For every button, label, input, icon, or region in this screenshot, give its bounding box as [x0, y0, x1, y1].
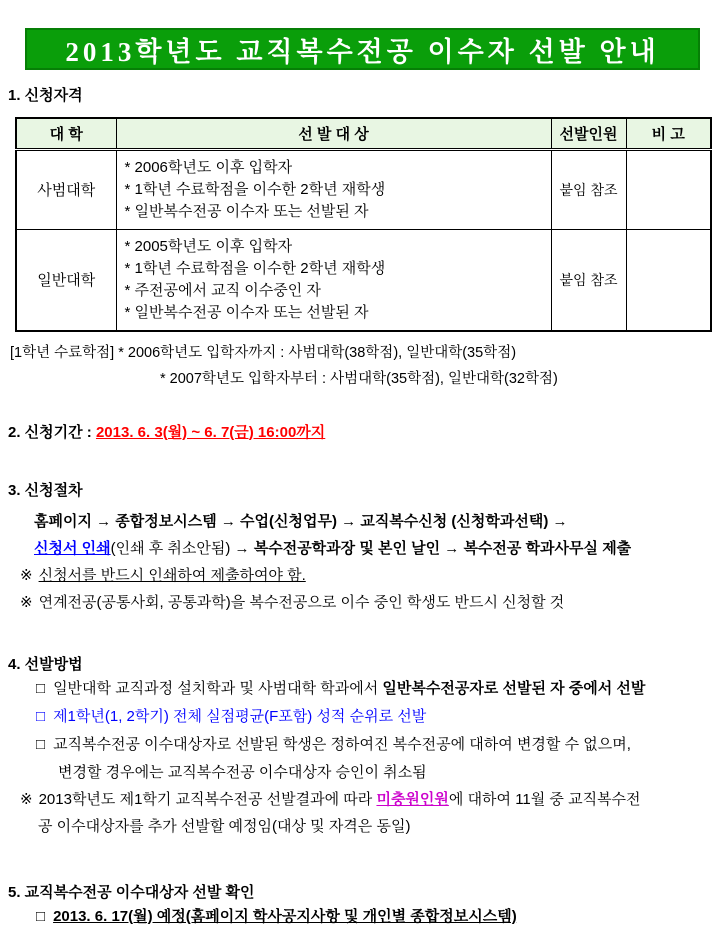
footnote-line-1: [1학년 수료학점] * 2006학년도 입학자까지 : 사범대학(38학점), 일반대학(35학점): [10, 344, 517, 361]
reference-mark: ※: [20, 566, 33, 584]
col-header-quota: 선발인원: [551, 118, 626, 149]
criteria-line: * 1학년 수료학점을 이수한 2학년 재학생: [124, 180, 386, 198]
credit-footnote: [10, 340, 725, 392]
criteria-line: * 일반복수전공 이수자 또는 선발된 자: [124, 202, 369, 220]
section5-heading: 5. 교직복수전공 이수대상자 선발 확인: [8, 883, 255, 901]
footnote-line-2: * 2007학년도 입학자부터 : 사범대학(35학점), 일반대학(32학점): [160, 370, 558, 387]
section3-heading: 3. 신청절차: [8, 481, 83, 499]
section4-note: [20, 787, 725, 813]
criteria-line: * 2005학년도 이후 입학자: [124, 237, 293, 255]
confirmation-date-bullet: [36, 904, 725, 930]
note-post-text: 에 대하여 11월 중 교직복수전: [448, 790, 641, 808]
section2-heading: [8, 424, 725, 442]
reference-mark: ※: [20, 790, 33, 808]
application-period: 2013. 6. 3(월) ~ 6. 7(금) 16:00까지: [95, 423, 326, 441]
table-header-row: [16, 118, 711, 149]
selection-method-bullet-3-wrap: 변경할 경우에는 교직복수전공 이수대상자 승인이 취소됨: [58, 763, 427, 781]
col-header-college: 대 학: [16, 118, 116, 149]
cell-criteria-education: [116, 149, 551, 229]
bullet-1-bold-text: 일반복수전공자로 선발된 자 중에서 선발: [382, 679, 646, 697]
cell-quota-education: 붙임 참조: [551, 149, 626, 229]
print-application-link[interactable]: 신청서 인쇄: [34, 539, 111, 557]
selection-method-bullet-1: [36, 676, 725, 702]
page-title: 2013학년도 교직복수전공 이수자 선발 안내: [65, 36, 660, 67]
col-header-target: 선 발 대 상: [116, 118, 551, 149]
selection-method-bullet-2: [36, 704, 725, 730]
table-row: [16, 229, 711, 331]
criteria-line: * 2006학년도 이후 입학자: [124, 158, 293, 176]
cell-criteria-general: [116, 229, 551, 331]
criteria-line: * 일반복수전공 이수자 또는 선발된 자: [124, 303, 369, 321]
cell-college-general: 일반대학: [16, 229, 116, 331]
unfilled-quota-highlight: 미충원인원: [376, 790, 449, 808]
section3-note-1: [20, 563, 725, 589]
procedure-flow-line-2: [34, 535, 725, 562]
procedure-flow-line-1: 홈페이지 → 종합정보시스템 → 수업(신청업무) → 교직복수신청 (신청학과선택) →: [34, 512, 568, 530]
print-note-paren: (인쇄 후 취소안됨): [110, 539, 231, 557]
cell-remark-general: [626, 229, 711, 331]
selection-method-bullet-3: [36, 732, 725, 758]
col-header-remark: 비 고: [626, 118, 711, 149]
cell-quota-general: 붙임 참조: [551, 229, 626, 331]
note-pre-text: 2013학년도 제1학기 교직복수전공 선발결과에 따라: [38, 790, 377, 808]
note-1-text: 신청서를 반드시 인쇄하여 제출하여야 함.: [38, 566, 306, 584]
eligibility-table: [15, 117, 712, 332]
criteria-line: * 1학년 수료학점을 이수한 2학년 재학생: [124, 259, 386, 277]
title-banner: [25, 28, 700, 70]
cell-remark-education: [626, 149, 711, 229]
section4-note-wrap: 공 이수대상자를 추가 선발할 예정임(대상 및 자격은 동일): [38, 817, 411, 835]
square-bullet-icon: □: [36, 707, 46, 725]
section3-note-2: [20, 590, 725, 616]
reference-mark: ※: [20, 593, 33, 611]
confirmation-date-text: 2013. 6. 17(월) 예정(홈페이지 학사공지사항 및 개인별 종합정보시스템): [53, 907, 517, 925]
square-bullet-icon: □: [36, 679, 46, 697]
table-row: [16, 149, 711, 229]
section2-label: 2. 신청기간 :: [8, 423, 96, 441]
criteria-line: * 주전공에서 교직 이수중인 자: [124, 281, 321, 299]
section4-heading: 4. 선발방법: [8, 655, 83, 673]
cell-college-education: 사범대학: [16, 149, 116, 229]
bullet-1-text: 일반대학 교직과정 설치학과 및 사범대학 학과에서: [53, 679, 383, 697]
bullet-3-text-line-1: 교직복수전공 이수대상자로 선발된 학생은 정하여진 복수전공에 대하여 변경할 수 없으며,: [53, 735, 631, 753]
square-bullet-icon: □: [36, 735, 46, 753]
bullet-2-text: 제1학년(1, 2학기) 전체 실점평균(F포함) 성적 순위로 선발: [53, 707, 427, 725]
section1-heading: 1. 신청자격: [8, 87, 83, 104]
square-bullet-icon: □: [36, 907, 46, 925]
note-2-text: 연계전공(공통사회, 공통과학)을 복수전공으로 이수 중인 학생도 반드시 신청할 것: [38, 593, 565, 611]
procedure-flow-rest: → 복수전공학과장 및 본인 날인 → 복수전공 학과사무실 제출: [230, 539, 632, 557]
